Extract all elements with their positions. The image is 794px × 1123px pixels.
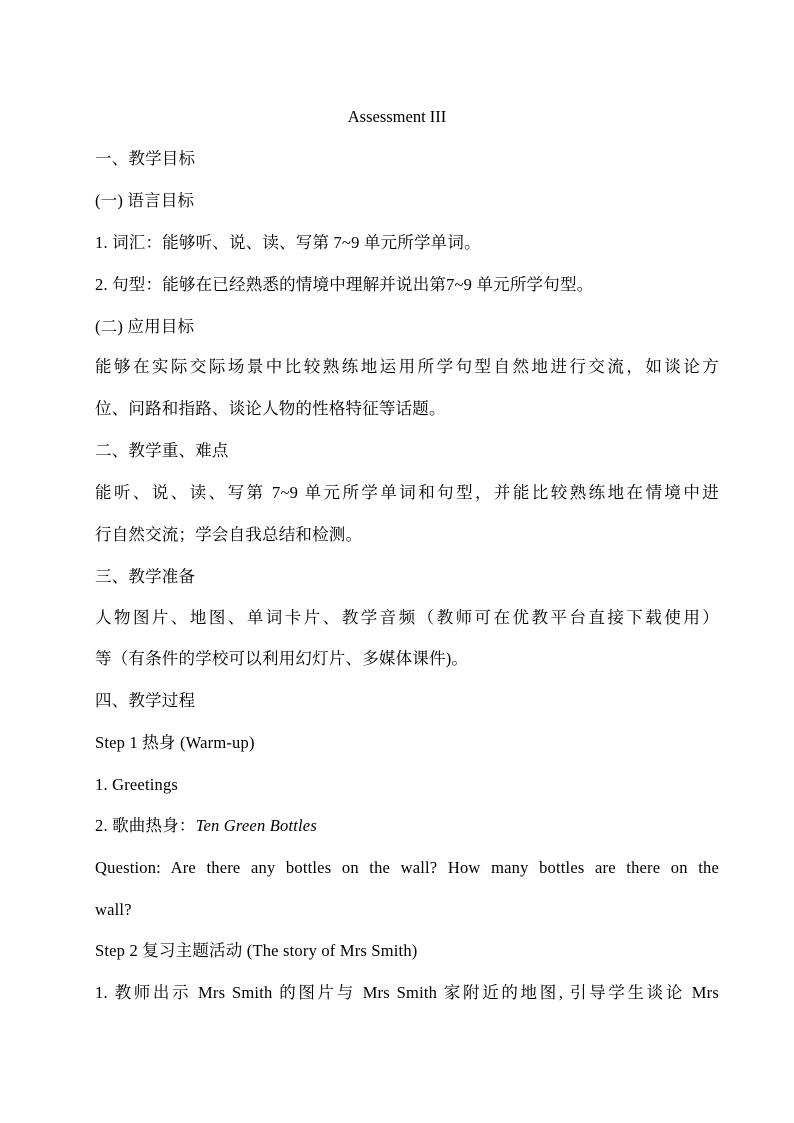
- paragraph-application-line-2: 位、问路和指路、谈论人物的性格特征等话题。: [95, 399, 446, 418]
- step-2-item-1: 1. 教师出示 Mrs Smith 的图片与 Mrs Smith 家附近的地图, 引导学生谈论 Mrs: [95, 983, 719, 1002]
- section-heading-teaching-goals: 一、教学目标: [95, 149, 196, 168]
- section-heading-key-points: 二、教学重、难点: [95, 441, 229, 460]
- document-title: Assessment III: [347, 107, 447, 126]
- step-1-item-song: [95, 815, 719, 837]
- step-2-heading: Step 2 复习主题活动 (The story of Mrs Smith): [95, 941, 418, 960]
- song-title: Ten Green Bottles: [195, 816, 317, 835]
- section-heading-teaching-process: 四、教学过程: [95, 691, 196, 710]
- step-1-heading: Step 1 热身 (Warm-up): [95, 733, 255, 752]
- step-1-item-greetings: 1. Greetings: [95, 775, 179, 794]
- paragraph-preparation-line-1: 人物图片、地图、单词卡片、教学音频（教师可在优教平台直接下载使用）: [95, 608, 719, 627]
- paragraph-key-points-line-1: 能听、说、读、写第 7~9 单元所学单词和句型，并能比较熟练地在情境中进: [95, 483, 719, 502]
- paragraph-application-line-1: 能够在实际交际场景中比较熟练地运用所学句型自然地进行交流，如谈论方: [95, 357, 719, 376]
- paragraph-vocabulary: 1. 词汇：能够听、说、读、写第 7~9 单元所学单词。: [95, 233, 481, 252]
- paragraph-question-line-1: Question: Are there any bottles on the wall? How many bottles are there on the: [95, 858, 719, 877]
- paragraph-key-points-line-2: 行自然交流；学会自我总结和检测。: [95, 525, 363, 544]
- song-prefix: 2. 歌曲热身：: [95, 816, 196, 835]
- subsection-heading-language-goals: (一) 语言目标: [95, 191, 195, 210]
- subsection-heading-application-goals: (二) 应用目标: [95, 317, 195, 336]
- paragraph-question-line-2: wall?: [95, 900, 132, 919]
- section-heading-preparation: 三、教学准备: [95, 567, 196, 586]
- paragraph-sentence-patterns: 2. 句型：能够在已经熟悉的情境中理解并说出第7~9 单元所学句型。: [95, 275, 594, 294]
- paragraph-preparation-line-2: 等（有条件的学校可以利用幻灯片、多媒体课件)。: [95, 649, 469, 668]
